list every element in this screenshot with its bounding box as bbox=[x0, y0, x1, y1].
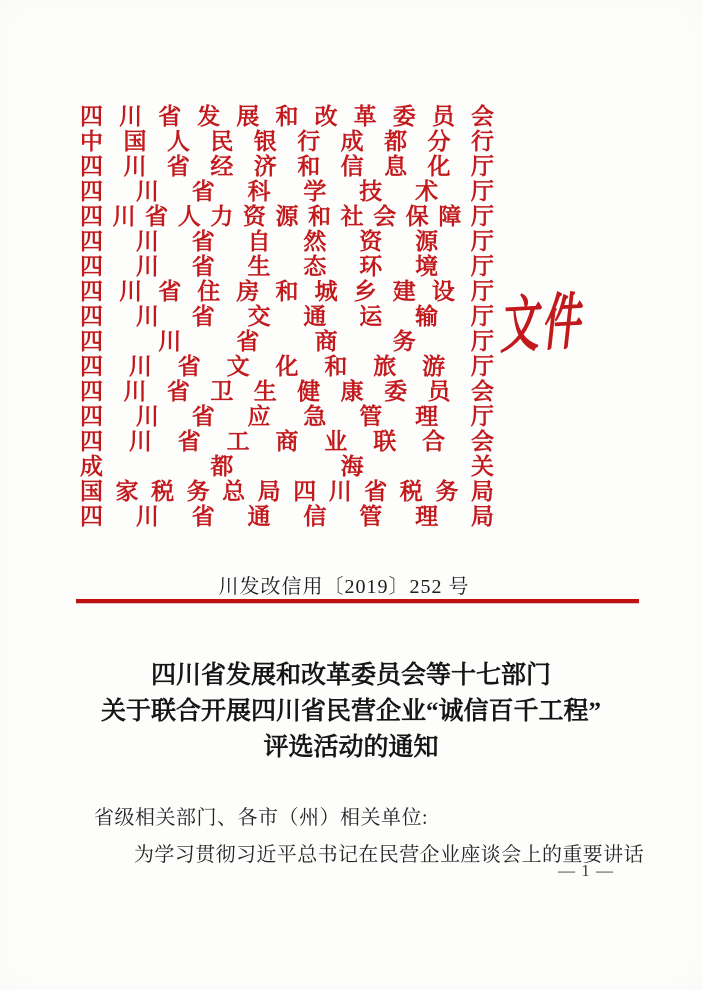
agency-char: 保 bbox=[405, 204, 429, 229]
agency-char: 通 bbox=[303, 304, 327, 329]
agency-char: 川 bbox=[135, 304, 159, 329]
agency-char: 川 bbox=[135, 179, 159, 204]
agency-line bbox=[80, 329, 494, 354]
agency-char: 和 bbox=[297, 154, 321, 179]
agency-char: 经 bbox=[210, 154, 234, 179]
agency-char: 省 bbox=[191, 254, 215, 279]
red-divider bbox=[76, 599, 639, 603]
agency-char: 急 bbox=[303, 404, 327, 429]
agency-char: 发 bbox=[197, 104, 221, 129]
document-number: 川发改信用〔2019〕252 号 bbox=[218, 576, 470, 598]
agency-char: 国 bbox=[123, 129, 147, 154]
agency-char: 力 bbox=[210, 204, 234, 229]
agency-char: 员 bbox=[427, 379, 451, 404]
salutation: 省级相关部门、各市（州）相关单位: bbox=[94, 807, 429, 829]
agency-char: 通 bbox=[247, 504, 271, 529]
agency-char: 和 bbox=[275, 104, 299, 129]
agency-char: 川 bbox=[135, 229, 159, 254]
agency-line bbox=[80, 129, 494, 154]
agency-line bbox=[80, 354, 494, 379]
document-title bbox=[0, 658, 702, 766]
agency-char: 乡 bbox=[353, 279, 377, 304]
agency-char: 厅 bbox=[470, 229, 494, 254]
agency-line bbox=[80, 204, 494, 229]
agency-char: 态 bbox=[303, 254, 327, 279]
agency-char: 输 bbox=[415, 304, 439, 329]
agency-char: 管 bbox=[359, 504, 383, 529]
agency-char: 四 bbox=[80, 354, 103, 379]
agency-char: 省 bbox=[236, 329, 260, 354]
agency-char: 应 bbox=[247, 404, 271, 429]
agency-char: 生 bbox=[253, 379, 277, 404]
agency-char: 息 bbox=[384, 154, 408, 179]
agency-char: 四 bbox=[80, 204, 103, 229]
agency-char: 厅 bbox=[470, 404, 494, 429]
agency-char: 会 bbox=[470, 104, 494, 129]
agency-line bbox=[80, 229, 494, 254]
agency-char: 四 bbox=[80, 429, 103, 454]
agency-char: 人 bbox=[177, 204, 201, 229]
agency-line bbox=[80, 279, 494, 304]
agency-line bbox=[80, 154, 494, 179]
agency-char: 省 bbox=[158, 104, 182, 129]
agency-char: 厅 bbox=[470, 304, 494, 329]
agency-char: 银 bbox=[253, 129, 277, 154]
agency-char: 分 bbox=[427, 129, 451, 154]
agency-char: 川 bbox=[123, 379, 147, 404]
agency-char: 文 bbox=[226, 354, 250, 379]
agency-char: 厅 bbox=[470, 179, 494, 204]
agency-char: 四 bbox=[80, 254, 103, 279]
agency-char: 游 bbox=[422, 354, 446, 379]
agency-line bbox=[80, 479, 494, 504]
agency-char: 成 bbox=[340, 129, 364, 154]
agency-char: 四 bbox=[80, 504, 103, 529]
agency-char: 四 bbox=[80, 404, 103, 429]
agency-char: 工 bbox=[226, 429, 250, 454]
agency-char: 局 bbox=[470, 479, 494, 504]
agency-char: 务 bbox=[435, 479, 459, 504]
agency-char: 四 bbox=[80, 229, 103, 254]
title-line-1: 四川省发展和改革委员会等十七部门 bbox=[150, 662, 551, 689]
body-paragraph: 为学习贯彻习近平总书记在民营企业座谈会上的重要讲话 bbox=[134, 844, 644, 866]
agency-char: 务 bbox=[186, 479, 210, 504]
agency-char: 资 bbox=[242, 204, 266, 229]
agency-char: 都 bbox=[210, 454, 234, 479]
agency-char: 省 bbox=[177, 429, 201, 454]
agency-char: 川 bbox=[158, 329, 182, 354]
agency-char: 旅 bbox=[373, 354, 397, 379]
agency-char: 商 bbox=[314, 329, 338, 354]
agency-char: 建 bbox=[392, 279, 416, 304]
agency-char: 省 bbox=[364, 479, 388, 504]
agency-char: 四 bbox=[80, 279, 103, 304]
agency-char: 济 bbox=[253, 154, 277, 179]
agency-char: 厅 bbox=[470, 254, 494, 279]
agency-char: 都 bbox=[384, 129, 408, 154]
agency-char: 四 bbox=[80, 379, 103, 404]
agency-char: 厅 bbox=[470, 329, 494, 354]
agency-char: 生 bbox=[247, 254, 271, 279]
agency-char: 总 bbox=[222, 479, 246, 504]
agency-char: 省 bbox=[191, 304, 215, 329]
agency-char: 术 bbox=[415, 179, 439, 204]
agency-char: 四 bbox=[80, 104, 103, 129]
agency-char: 运 bbox=[359, 304, 383, 329]
agency-char: 四 bbox=[293, 479, 317, 504]
agency-line bbox=[80, 504, 494, 529]
agency-char: 川 bbox=[128, 429, 152, 454]
agency-char: 联 bbox=[373, 429, 397, 454]
agency-char: 革 bbox=[353, 104, 377, 129]
agency-char: 会 bbox=[470, 379, 494, 404]
agency-char: 改 bbox=[314, 104, 338, 129]
agency-char: 交 bbox=[247, 304, 271, 329]
agency-char: 省 bbox=[177, 354, 201, 379]
agency-char: 人 bbox=[166, 129, 190, 154]
agency-char: 委 bbox=[384, 379, 408, 404]
agency-char: 信 bbox=[303, 504, 327, 529]
agency-char: 厅 bbox=[470, 279, 494, 304]
agency-char: 化 bbox=[275, 354, 299, 379]
agency-char: 会 bbox=[373, 204, 397, 229]
agency-char: 卫 bbox=[210, 379, 234, 404]
agency-char: 住 bbox=[197, 279, 221, 304]
agency-char: 川 bbox=[135, 504, 159, 529]
agency-line bbox=[80, 404, 494, 429]
agency-char: 管 bbox=[359, 404, 383, 429]
agency-char: 健 bbox=[297, 379, 321, 404]
title-line-2: 关于联合开展四川省民营企业“诚信百千工程” bbox=[100, 698, 601, 725]
agency-line bbox=[80, 454, 494, 479]
agency-line bbox=[80, 254, 494, 279]
agency-char: 国 bbox=[80, 479, 103, 504]
agency-char: 局 bbox=[257, 479, 281, 504]
agency-char: 障 bbox=[438, 204, 462, 229]
agency-char: 川 bbox=[128, 354, 152, 379]
agency-char: 川 bbox=[119, 279, 143, 304]
agency-char: 税 bbox=[399, 479, 423, 504]
agency-char: 源 bbox=[415, 229, 439, 254]
agency-char: 商 bbox=[275, 429, 299, 454]
agency-line bbox=[80, 429, 494, 454]
agency-char: 务 bbox=[392, 329, 416, 354]
agency-char: 技 bbox=[359, 179, 383, 204]
agency-char: 省 bbox=[191, 404, 215, 429]
agency-char: 省 bbox=[166, 154, 190, 179]
agency-char: 行 bbox=[297, 129, 321, 154]
agency-char: 川 bbox=[119, 104, 143, 129]
agency-char: 展 bbox=[236, 104, 260, 129]
agency-char: 员 bbox=[431, 104, 455, 129]
agency-char: 家 bbox=[115, 479, 139, 504]
agency-char: 环 bbox=[359, 254, 383, 279]
agency-char: 和 bbox=[275, 279, 299, 304]
agency-char: 省 bbox=[166, 379, 190, 404]
agency-char: 局 bbox=[470, 504, 494, 529]
agency-line bbox=[80, 179, 494, 204]
agency-char: 自 bbox=[247, 229, 271, 254]
agency-char: 信 bbox=[340, 154, 364, 179]
agency-list bbox=[80, 104, 494, 529]
agency-char: 理 bbox=[415, 504, 439, 529]
agency-char: 四 bbox=[80, 154, 103, 179]
agency-char: 厅 bbox=[471, 354, 494, 379]
agency-char: 业 bbox=[324, 429, 348, 454]
agency-char: 中 bbox=[80, 129, 103, 154]
agency-line bbox=[80, 304, 494, 329]
agency-char: 资 bbox=[359, 229, 383, 254]
agency-char: 源 bbox=[275, 204, 299, 229]
agency-char: 设 bbox=[431, 279, 455, 304]
agency-char: 省 bbox=[191, 179, 215, 204]
agency-char: 川 bbox=[135, 404, 159, 429]
agency-char: 和 bbox=[324, 354, 348, 379]
agency-char: 海 bbox=[340, 454, 364, 479]
agency-char: 学 bbox=[303, 179, 327, 204]
agency-char: 关 bbox=[470, 454, 494, 479]
title-line-3: 评选活动的通知 bbox=[263, 734, 439, 761]
agency-char: 四 bbox=[80, 304, 103, 329]
agency-char: 厅 bbox=[470, 204, 494, 229]
agency-char: 房 bbox=[236, 279, 260, 304]
agency-char: 省 bbox=[145, 204, 169, 229]
agency-char: 川 bbox=[112, 204, 136, 229]
agency-line bbox=[80, 104, 494, 129]
agency-char: 康 bbox=[340, 379, 364, 404]
agency-char: 理 bbox=[415, 404, 439, 429]
agency-char: 川 bbox=[123, 154, 147, 179]
agency-char: 四 bbox=[80, 329, 103, 354]
agency-char: 行 bbox=[470, 129, 494, 154]
agency-char: 省 bbox=[191, 229, 215, 254]
agency-char: 科 bbox=[247, 179, 271, 204]
agency-char: 和 bbox=[308, 204, 332, 229]
agency-char: 川 bbox=[135, 254, 159, 279]
document-mark: 文件 bbox=[498, 288, 590, 361]
agency-char: 川 bbox=[328, 479, 352, 504]
agency-char: 社 bbox=[340, 204, 364, 229]
agency-char: 税 bbox=[151, 479, 175, 504]
agency-char: 化 bbox=[427, 154, 451, 179]
agency-char: 四 bbox=[80, 179, 103, 204]
agency-char: 厅 bbox=[470, 154, 494, 179]
page-number: — 1 — bbox=[558, 861, 614, 880]
agency-char: 境 bbox=[415, 254, 439, 279]
agency-char: 省 bbox=[158, 279, 182, 304]
agency-char: 然 bbox=[303, 229, 327, 254]
agency-char: 会 bbox=[471, 429, 494, 454]
agency-char: 合 bbox=[422, 429, 446, 454]
agency-char: 成 bbox=[80, 454, 103, 479]
agency-line bbox=[80, 379, 494, 404]
agency-char: 省 bbox=[191, 504, 215, 529]
agency-char: 民 bbox=[210, 129, 234, 154]
agency-char: 委 bbox=[392, 104, 416, 129]
agency-char: 城 bbox=[314, 279, 338, 304]
